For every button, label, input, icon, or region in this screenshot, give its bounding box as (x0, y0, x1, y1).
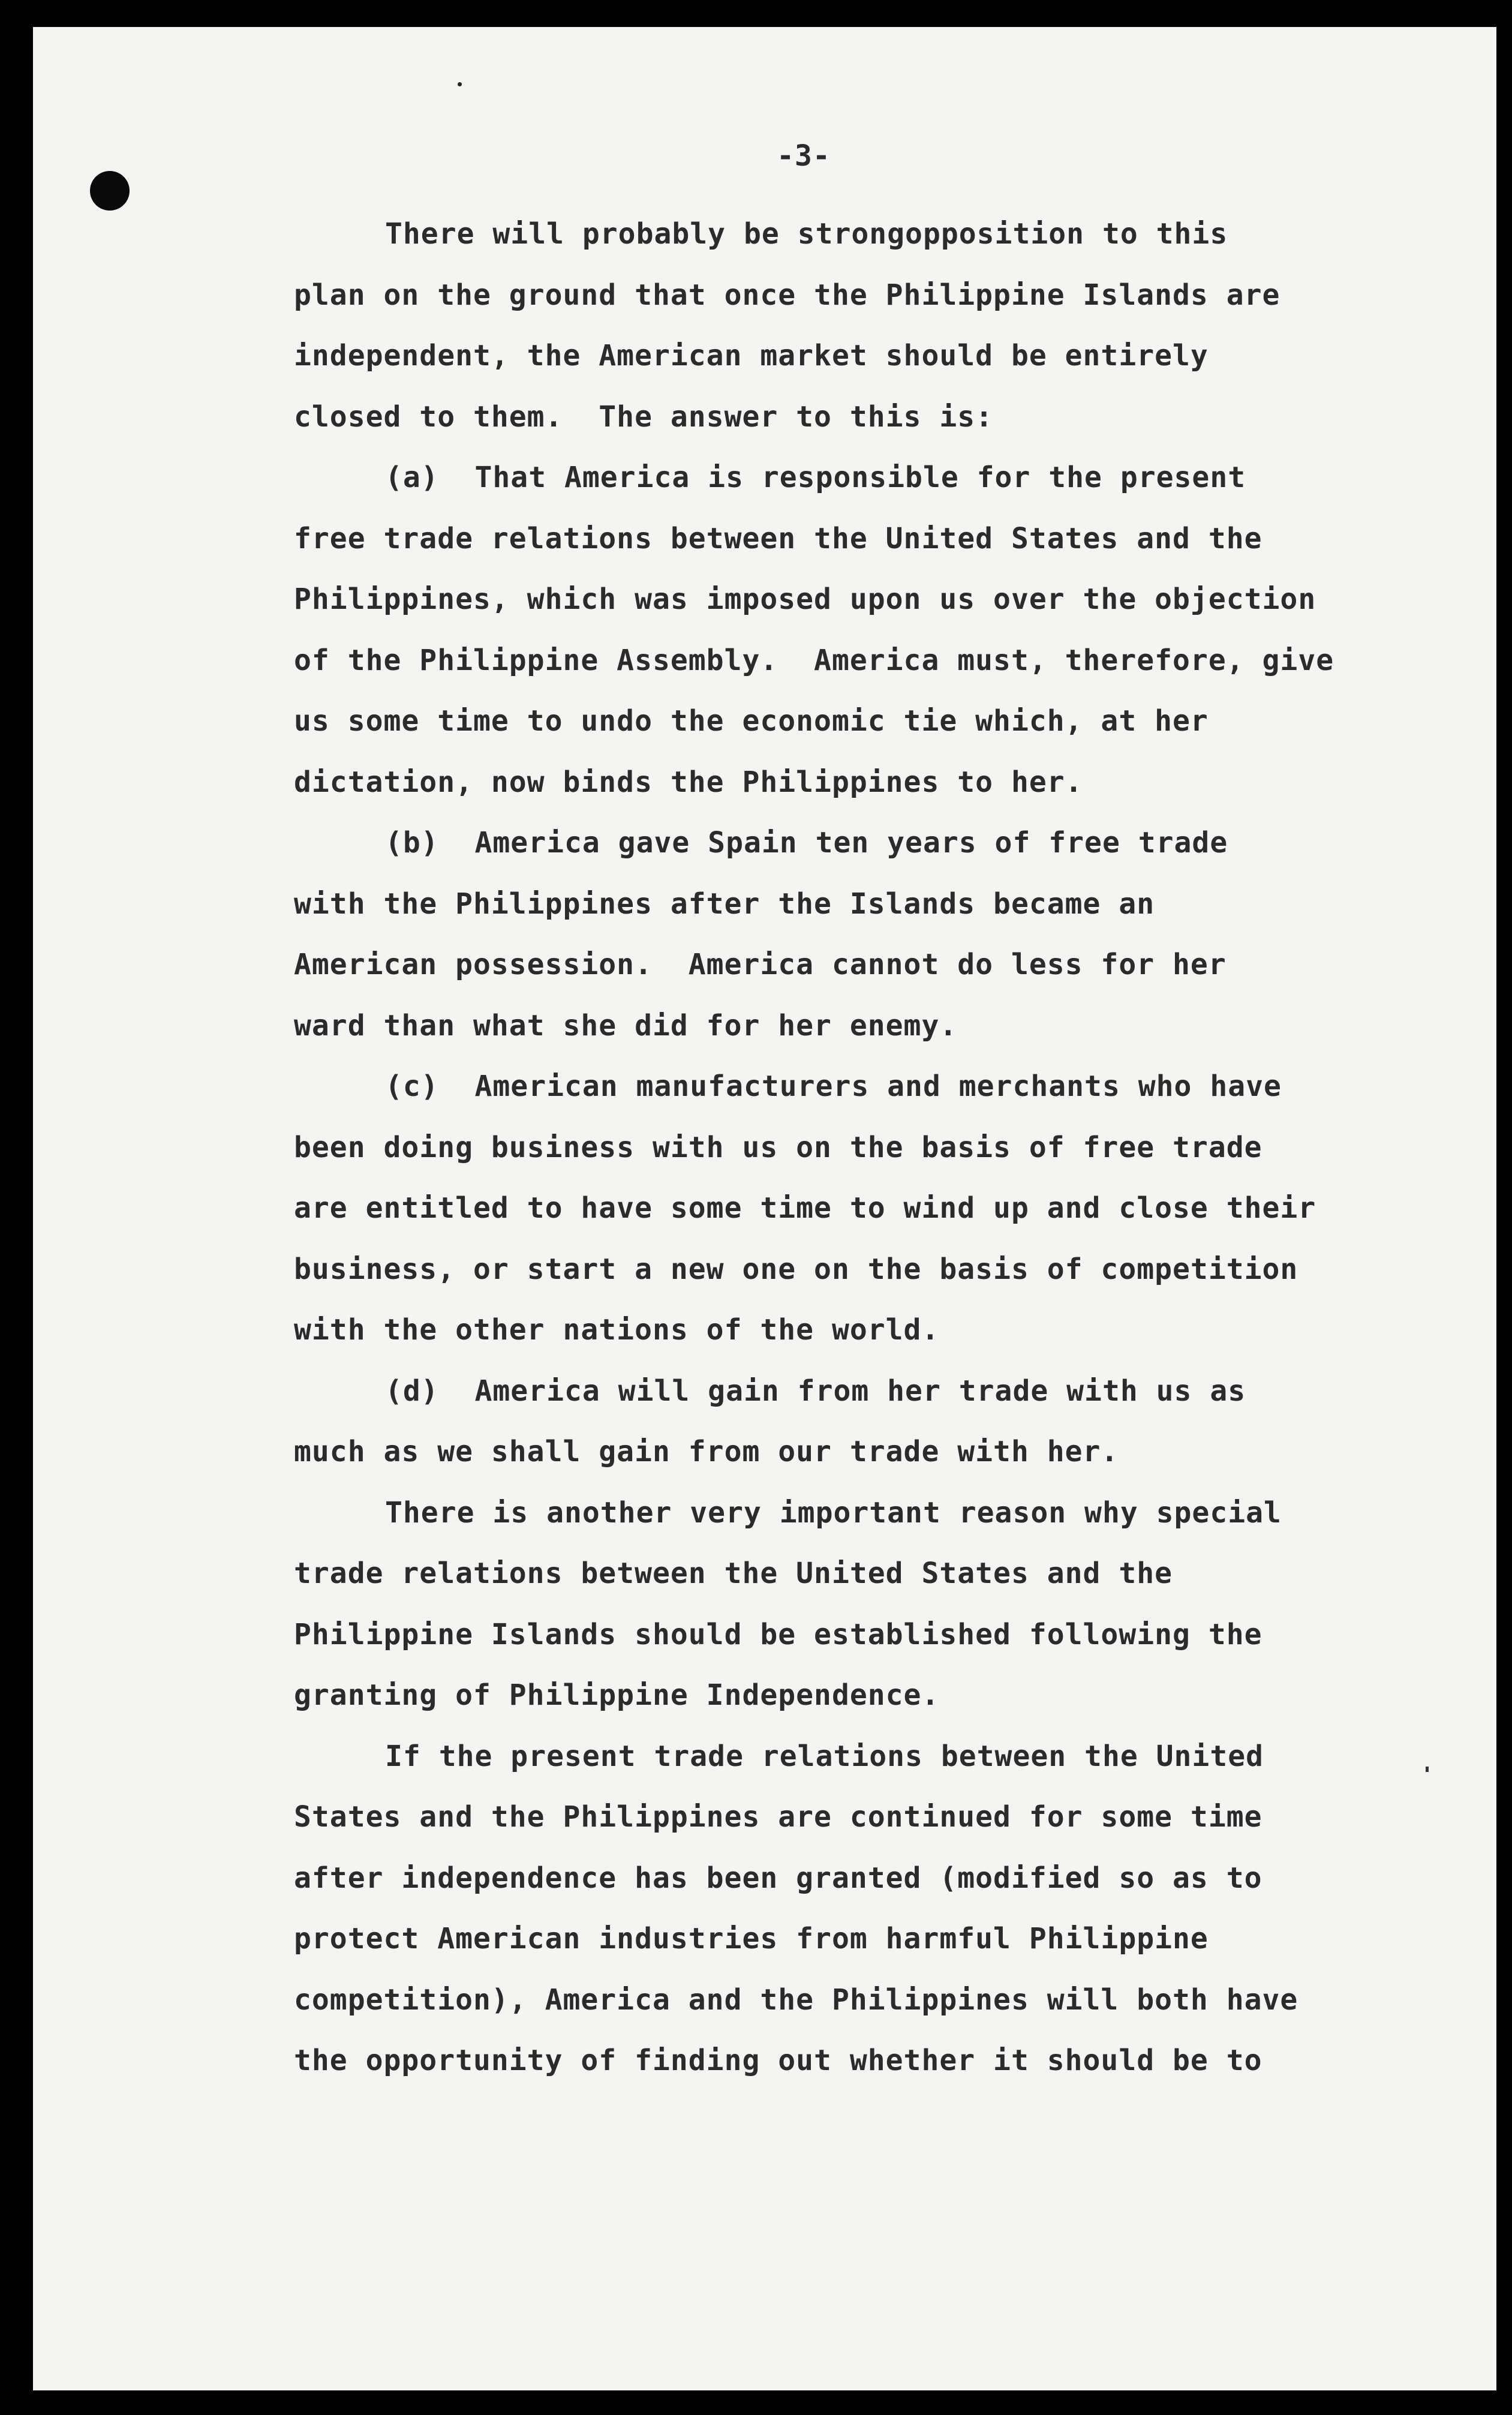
text-line: If the present trade relations between the United (385, 1739, 1264, 1773)
text-line: (b) America gave Spain ten years of free trade (385, 826, 1228, 860)
text-line: plan on the ground that once the Philippine Islands are (294, 278, 1280, 312)
text-line: closed to them. The answer to this is: (294, 400, 994, 434)
text-line: after independence has been granted (modified so as to (294, 1861, 1262, 1895)
text-line: much as we shall gain from our trade with her. (294, 1435, 1119, 1468)
text-line: (a) That America is responsible for the present (385, 461, 1246, 494)
text-line: dictation, now binds the Philippines to her. (294, 765, 1083, 799)
text-line: Philippines, which was imposed upon us over the objection (294, 582, 1316, 616)
text-line: protect American industries from harmful Philippine (294, 1922, 1209, 1956)
text-line: Philippine Islands should be established following the (294, 1617, 1262, 1651)
text-line: granting of Philippine Independence. (294, 1678, 940, 1712)
text-line: There will probably be strongopposition to this (385, 217, 1228, 251)
paper-speck (458, 82, 462, 86)
text-line: with the other nations of the world. (294, 1313, 940, 1347)
text-line: competition), America and the Philippines will both have (294, 1983, 1298, 2017)
text-line: States and the Philippines are continued for some time (294, 1800, 1262, 1834)
text-line: with the Philippines after the Islands became an (294, 887, 1155, 921)
text-line: trade relations between the United States and the (294, 1557, 1173, 1590)
text-line: (c) American manufacturers and merchants who have (385, 1070, 1282, 1103)
text-line: ward than what she did for her enemy. (294, 1008, 958, 1043)
text-line: of the Philippine Assembly. America must, therefore, give (294, 643, 1334, 677)
document-body (294, 138, 1385, 2092)
text-line: (d) America will gain from her trade with us as (385, 1374, 1246, 1408)
text-line: There is another very important reason why special (385, 1495, 1282, 1530)
paper-speck (1426, 1767, 1429, 1772)
text-line: free trade relations between the United States and the (294, 521, 1262, 555)
text-line: independent, the American market should be entirely (294, 339, 1209, 373)
text-line: the opportunity of finding out whether it should be to (294, 2044, 1262, 2077)
text-lines (294, 204, 1385, 2092)
text-line: business, or start a new one on the basis of competition (294, 1252, 1298, 1286)
text-line: us some time to undo the economic tie which, at her (294, 704, 1209, 738)
page-number: -3- (777, 139, 831, 173)
text-line: American possession. America cannot do less for her (294, 948, 1227, 981)
text-line: been doing business with us on the basis of free trade (294, 1130, 1262, 1164)
punch-hole (90, 171, 130, 211)
text-line: are entitled to have some time to wind up and close their (294, 1191, 1316, 1225)
